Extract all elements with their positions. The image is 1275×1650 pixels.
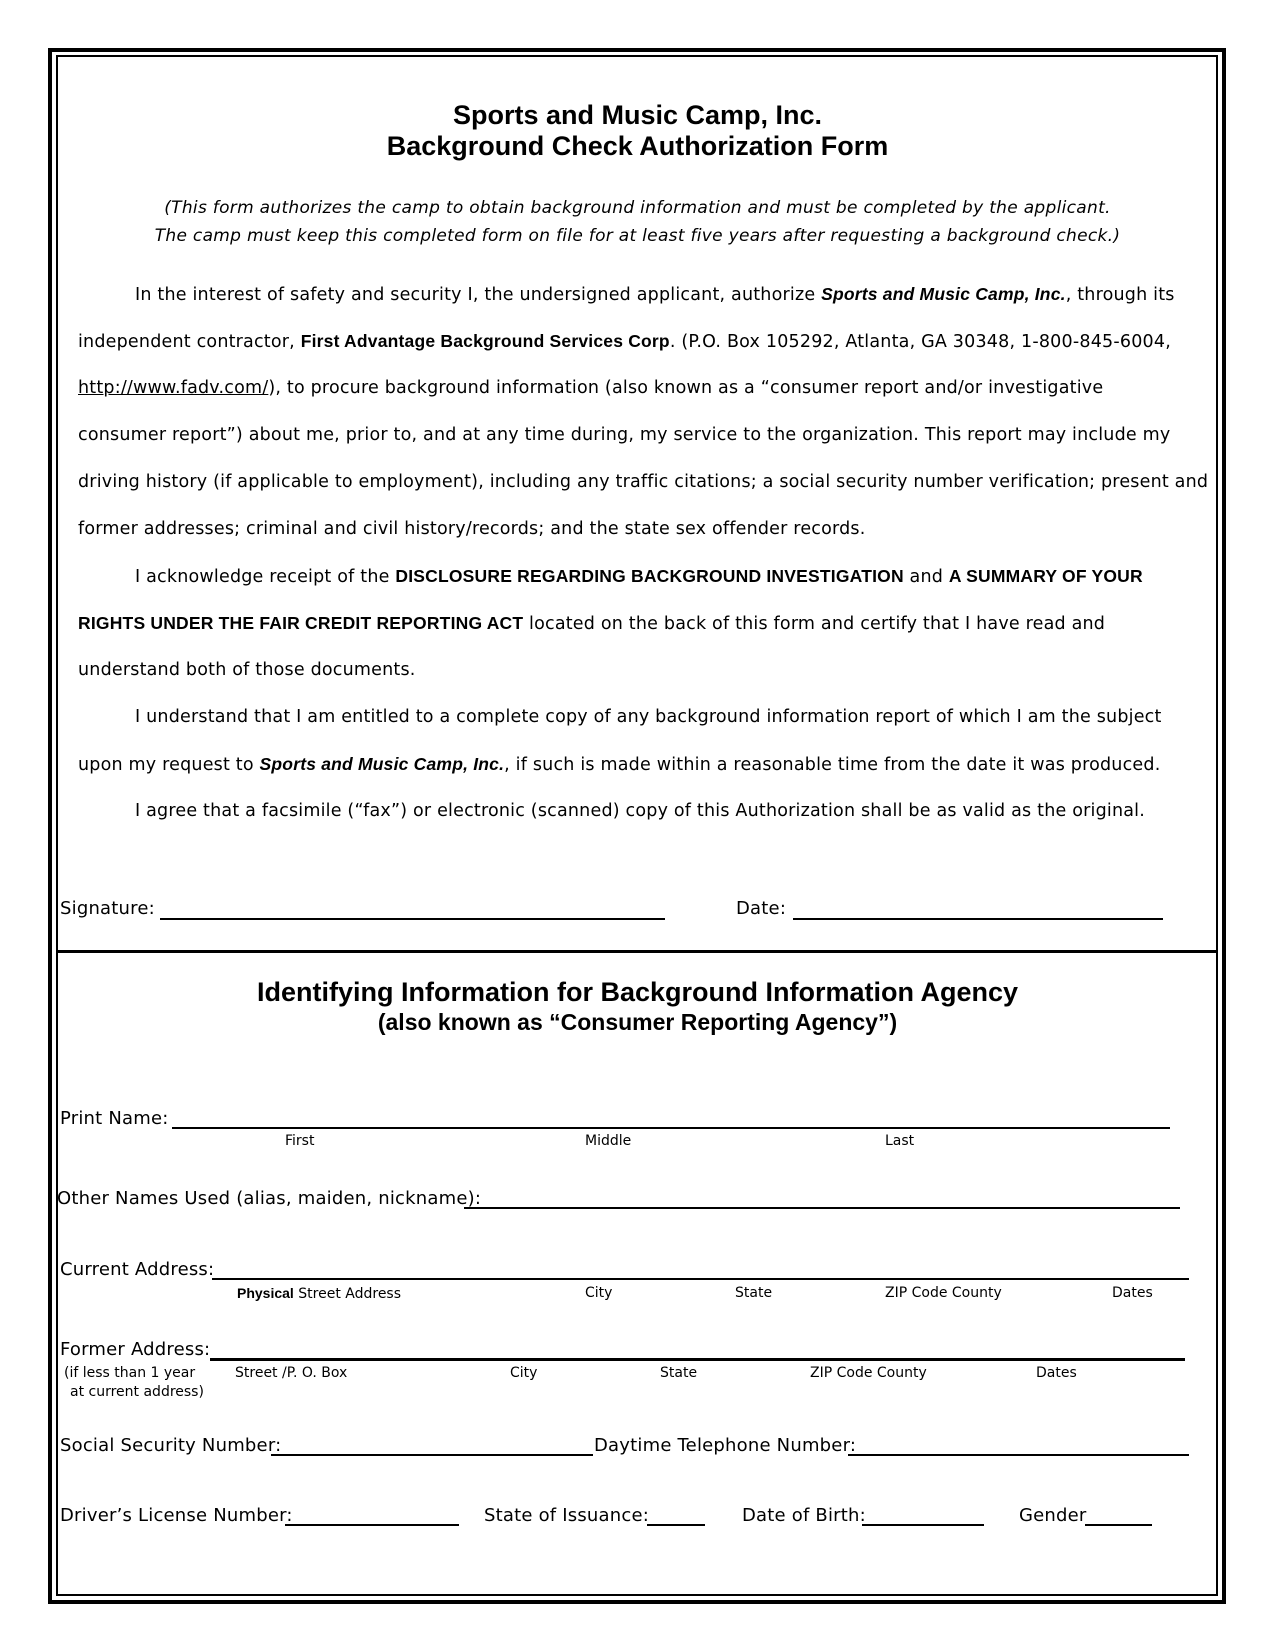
last-name-caption: Last bbox=[885, 1133, 915, 1149]
instruction-note-line1: (This form authorizes the camp to obtain background information and must be completed by the applicant. bbox=[164, 198, 1111, 218]
ssn-line[interactable] bbox=[271, 1454, 593, 1456]
dates-caption: Dates bbox=[1112, 1285, 1153, 1301]
section2-subtitle: (also known as “Consumer Reporting Agency”) bbox=[377, 1009, 898, 1035]
former-note-line2: at current address) bbox=[70, 1384, 204, 1400]
section2-title: Identifying Information for Background Information Agency bbox=[256, 977, 1018, 1007]
print-name-label: Print Name: bbox=[60, 1108, 169, 1129]
current-address-line[interactable] bbox=[212, 1278, 1189, 1280]
first-name-caption: First bbox=[285, 1133, 315, 1149]
other-names-line[interactable] bbox=[464, 1207, 1180, 1209]
date-line[interactable] bbox=[793, 918, 1163, 920]
para1-line1 bbox=[135, 284, 1175, 305]
para1-line2 bbox=[78, 331, 1171, 352]
para3-line2 bbox=[78, 754, 1160, 775]
state-issuance-line[interactable] bbox=[647, 1524, 705, 1526]
signature-line[interactable] bbox=[160, 918, 665, 920]
para3-text: upon my request to bbox=[78, 755, 260, 775]
para2-line2 bbox=[78, 613, 1105, 634]
org-name: Sports and Music Camp, Inc. bbox=[821, 284, 1066, 304]
form-title: Background Check Authorization Form bbox=[386, 131, 889, 161]
ssn-label: Social Security Number: bbox=[60, 1435, 282, 1456]
middle-name-caption: Middle bbox=[585, 1133, 632, 1149]
para1-text: In the interest of safety and security I, the undersigned applicant, authorize bbox=[135, 285, 822, 305]
current-address-label: Current Address: bbox=[60, 1259, 215, 1280]
print-name-line[interactable] bbox=[172, 1127, 1170, 1129]
city-caption: City bbox=[585, 1285, 613, 1301]
fadv-link[interactable]: http://www.fadv.com/ bbox=[78, 378, 269, 398]
dates-caption: Dates bbox=[1036, 1365, 1077, 1381]
signature-label: Signature: bbox=[60, 898, 155, 919]
para1-line5: driving history (if applicable to employment), including any traffic citations; a social security number verification; present and bbox=[78, 472, 1209, 492]
para3-line1: I understand that I am entitled to a complete copy of any background information report of which I am the subject bbox=[135, 707, 1162, 727]
daytime-phone-line[interactable] bbox=[848, 1454, 1189, 1456]
para1-text: , through its bbox=[1065, 285, 1175, 305]
drivers-license-label: Driver’s License Number: bbox=[60, 1505, 293, 1526]
disclosure-title: DISCLOSURE REGARDING BACKGROUND INVESTIGATION bbox=[395, 566, 904, 586]
para3-text: , if such is made within a reasonable time from the date it was produced. bbox=[504, 755, 1161, 775]
city-caption: City bbox=[510, 1365, 538, 1381]
org-title: Sports and Music Camp, Inc. bbox=[452, 100, 823, 130]
para1-text: . (P.O. Box 105292, Atlanta, GA 30348, 1-800-845-6004, bbox=[669, 332, 1171, 352]
para1-text: ), to procure background information (also known as a “consumer report and/or investigative bbox=[268, 378, 1104, 398]
dob-label: Date of Birth: bbox=[742, 1505, 866, 1526]
para1-text: independent contractor, bbox=[78, 332, 301, 352]
former-note-line1: (if less than 1 year bbox=[64, 1365, 196, 1381]
para1-line4: consumer report”) about me, prior to, and at any time during, my service to the organization. This report may include my bbox=[78, 425, 1171, 445]
state-issuance-label: State of Issuance: bbox=[484, 1505, 649, 1526]
summary-title-part1: A SUMMARY OF YOUR bbox=[948, 566, 1143, 586]
street-address-caption bbox=[237, 1285, 401, 1302]
para1-line3 bbox=[78, 378, 1103, 398]
daytime-phone-label: Daytime Telephone Number: bbox=[594, 1435, 857, 1456]
former-address-label: Former Address: bbox=[60, 1339, 211, 1360]
summary-title-part2: RIGHTS UNDER THE FAIR CREDIT REPORTING ACT bbox=[78, 613, 524, 633]
para2-line1 bbox=[135, 566, 1143, 587]
para2-text: I acknowledge receipt of the bbox=[135, 567, 396, 587]
gender-line[interactable] bbox=[1085, 1524, 1152, 1526]
street-po-caption: Street /P. O. Box bbox=[235, 1365, 348, 1381]
para4-line1: I agree that a facsimile (“fax”) or electronic (scanned) copy of this Authorization shall be as valid as the original. bbox=[135, 801, 1145, 821]
state-caption: State bbox=[735, 1285, 773, 1301]
org-name: Sports and Music Camp, Inc. bbox=[259, 754, 505, 774]
zip-county-caption: ZIP Code County bbox=[885, 1285, 1002, 1301]
gender-label: Gender bbox=[1019, 1505, 1087, 1526]
para2-line3: understand both of those documents. bbox=[78, 660, 416, 680]
para2-text: located on the back of this form and certify that I have read and bbox=[523, 614, 1106, 634]
instruction-note-line2: The camp must keep this completed form on file for at least five years after requesting a background check.) bbox=[154, 226, 1121, 246]
date-label: Date: bbox=[736, 898, 787, 919]
other-names-label: Other Names Used (alias, maiden, nickname): bbox=[57, 1188, 482, 1209]
para2-text: and bbox=[903, 567, 949, 587]
drivers-license-line[interactable] bbox=[285, 1524, 459, 1526]
street-address-text: Street Address bbox=[293, 1286, 402, 1302]
para1-line6: former addresses; criminal and civil history/records; and the state sex offender records. bbox=[78, 519, 866, 539]
state-caption: State bbox=[660, 1365, 698, 1381]
contractor-name: First Advantage Background Services Corp bbox=[300, 331, 670, 351]
former-address-line[interactable] bbox=[210, 1358, 1185, 1361]
zip-county-caption: ZIP Code County bbox=[810, 1365, 927, 1381]
physical-caption: Physical bbox=[237, 1285, 294, 1301]
section-divider bbox=[56, 950, 1218, 953]
dob-line[interactable] bbox=[862, 1524, 984, 1526]
